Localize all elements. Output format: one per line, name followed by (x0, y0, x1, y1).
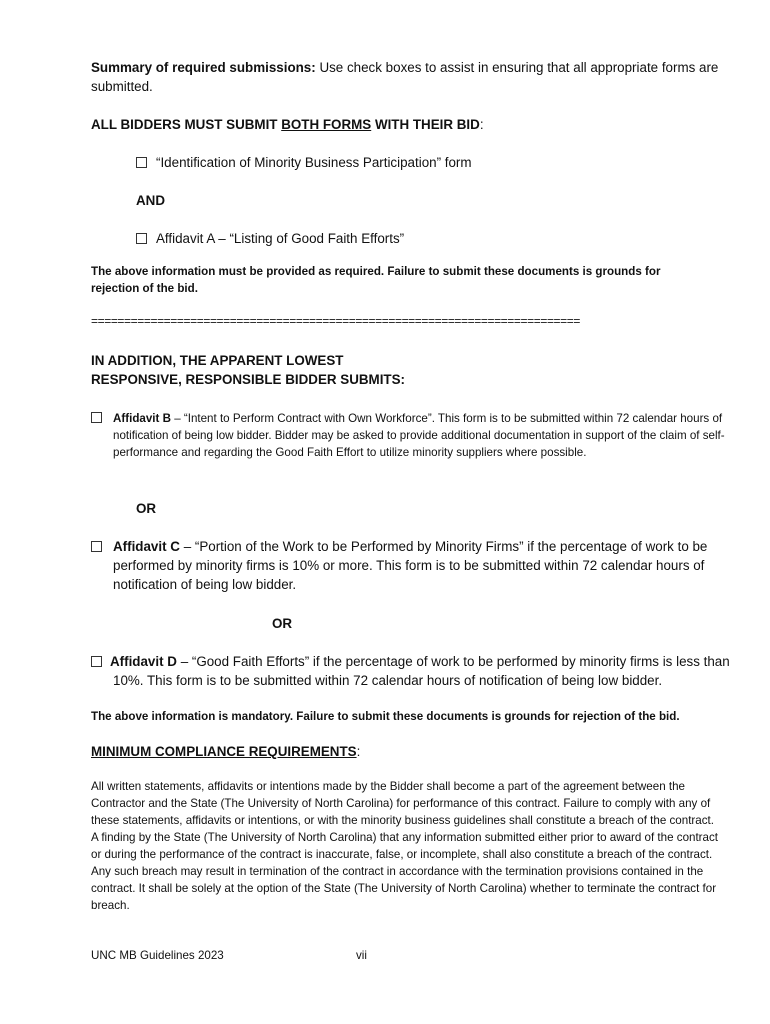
checkbox-affidavit-d[interactable] (91, 656, 102, 667)
separator-line: ========================================================================== (91, 314, 580, 328)
item2-text: Affidavit A – “Listing of Good Faith Efforts” (156, 231, 405, 246)
checkbox-affidavit-b[interactable] (91, 412, 102, 423)
affidavit-c-text: – “Portion of the Work to be Performed by Minority Firms” if the percentage of work to be performed by minority firms is 10% or more. This form is to be submitted within 72 calendar hours of notification of being low bidder. (113, 539, 708, 592)
checkbox-affidavit-c[interactable] (91, 541, 102, 552)
affidavit-b-item (91, 410, 733, 461)
or-label-1: OR (136, 501, 157, 516)
affidavit-b-label: Affidavit B (113, 412, 171, 425)
all-bidders-heading (91, 115, 731, 134)
min-compliance-heading (91, 742, 731, 761)
affidavit-b-text: – “Intent to Perform Contract with Own Workforce”. This form is to be submitted within 72 calendar hours of notification of being low bidder. Bidder may be asked to provide additional documentation in support of the claim of self-performance and regarding the Good Faith Effort to utilize minority suppliers where possible. (113, 412, 725, 459)
required-note: The above information must be provided as required. Failure to submit these documents is grounds for rejection of the bid. (91, 265, 661, 295)
affidavit-d-text: – “Good Faith Efforts” if the percentage of work to be performed by minority firms is less than 10%. This form is to be submitted within 72 calendar hours of notification of being low bidder. (113, 654, 730, 688)
and-label: AND (136, 193, 166, 208)
both-forms-text: BOTH FORMS (281, 117, 372, 132)
addition-heading-line2: RESPONSIVE, RESPONSIBLE BIDDER SUBMITS: (91, 372, 405, 387)
min-compliance-colon: : (356, 744, 361, 759)
affidavit-d-item (91, 652, 753, 690)
mandatory-note: The above information is mandatory. Failure to submit these documents is grounds for rejection of the bid. (91, 710, 680, 723)
all-bidders-pre: ALL BIDDERS MUST SUBMIT (91, 117, 282, 132)
summary-paragraph (91, 58, 731, 96)
checkbox-affidavit-a[interactable] (136, 233, 147, 244)
item1-text: “Identification of Minority Business Participation” form (156, 155, 472, 170)
affidavit-c-item (91, 537, 753, 594)
all-bidders-colon: : (479, 117, 484, 132)
checkbox-identification[interactable] (136, 157, 147, 168)
summary-label: Summary of required submissions: (91, 60, 316, 75)
footer-page-number: vii (356, 949, 367, 962)
addition-heading-line1: IN ADDITION, THE APPARENT LOWEST (91, 353, 344, 368)
checklist-item-affidavit-a (136, 229, 656, 248)
affidavit-c-label: Affidavit C (113, 539, 180, 554)
footer-guidelines: UNC MB Guidelines 2023 (91, 949, 224, 962)
min-compliance-title: MINIMUM COMPLIANCE REQUIREMENTS (91, 744, 357, 759)
min-compliance-body: All written statements, affidavits or intentions made by the Bidder shall become a part of the agreement between the Contractor and the State (The University of North Carolina) for performance of this contract. Failure to comply with any of these statements, affidavits or intentions, or with the minority business guidelines shall constitute a breach of the contract. A finding by the State (The University of North Carolina) that any information submitted either prior to award of the contract or during the performance of the contract is inaccurate, false, or incomplete, shall also constitute a breach of the contract. Any such breach may result in termination of the contract in accordance with the termination provisions contained in the contract. It shall be solely at the option of the State (The University of North Carolina) whether to terminate the contract for breach. (91, 780, 719, 912)
summary-text: Use check boxes to assist in ensuring that all appropriate forms are submitted. (91, 60, 719, 94)
affidavit-d-label: Affidavit D (110, 654, 177, 669)
addition-heading (91, 351, 591, 389)
checklist-item-identification (136, 153, 656, 172)
or-label-2: OR (272, 616, 293, 631)
all-bidders-post: WITH THEIR BID (371, 117, 480, 132)
